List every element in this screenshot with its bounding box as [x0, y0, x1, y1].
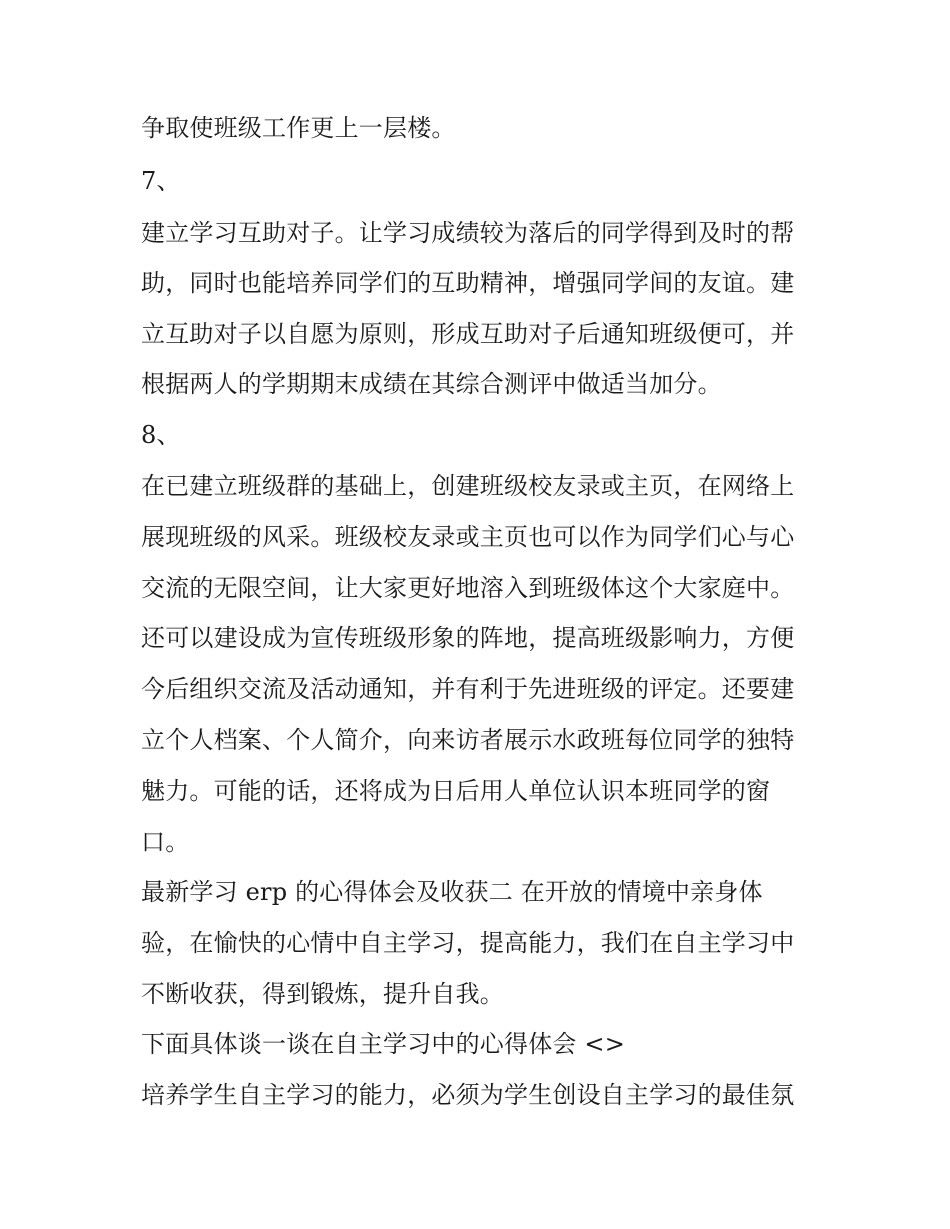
text-line: 下面具体谈一谈在自主学习中的心得体会 <> [141, 1030, 626, 1058]
text-line: 魅力。可能的话，还将成为日后用人单位认识本班同学的窗 [141, 777, 771, 805]
text-line: 还可以建设成为宣传班级形象的阵地，提高班级影响力，方便 [141, 624, 795, 652]
text-line: 根据两人的学期期末成绩在其综合测评中做适当加分。 [141, 370, 722, 398]
text-line: 立互助对子以自愿为原则，形成互助对子后通知班级便可，并 [141, 320, 795, 348]
text-line: 口。 [141, 828, 190, 856]
text-line: 今后组织交流及活动通知，并有利于先进班级的评定。还要建 [141, 675, 795, 703]
text-line: 展现班级的风采。班级校友录或主页也可以作为同学们心与心 [141, 523, 795, 551]
text-line: 最新学习 erp 的心得体会及收获二 在开放的情境中亲身体 [141, 878, 763, 906]
text-line: 争取使班级工作更上一层楼。 [141, 114, 456, 142]
text-line: 助，同时也能培养同学们的互助精神，增强同学间的友谊。建 [141, 269, 795, 297]
text-line: 在已建立班级群的基础上，创建班级校友录或主页，在网络上 [141, 472, 795, 500]
text-line: 培养学生自主学习的能力，必须为学生创设自主学习的最佳氛 [141, 1081, 795, 1109]
text-line: 交流的无限空间，让大家更好地溶入到班级体这个大家庭中。 [141, 574, 795, 602]
section-number: 8、 [141, 421, 181, 449]
text-line: 不断收获，得到锻炼，提升自我。 [141, 980, 504, 1008]
text-line: 验，在愉快的心情中自主学习，提高能力，我们在自主学习中 [141, 929, 795, 957]
text-line: 建立学习互助对子。让学习成绩较为落后的同学得到及时的帮 [141, 219, 795, 247]
section-number: 7、 [141, 167, 181, 195]
text-line: 立个人档案、个人简介，向来访者展示水政班每位同学的独特 [141, 726, 795, 754]
